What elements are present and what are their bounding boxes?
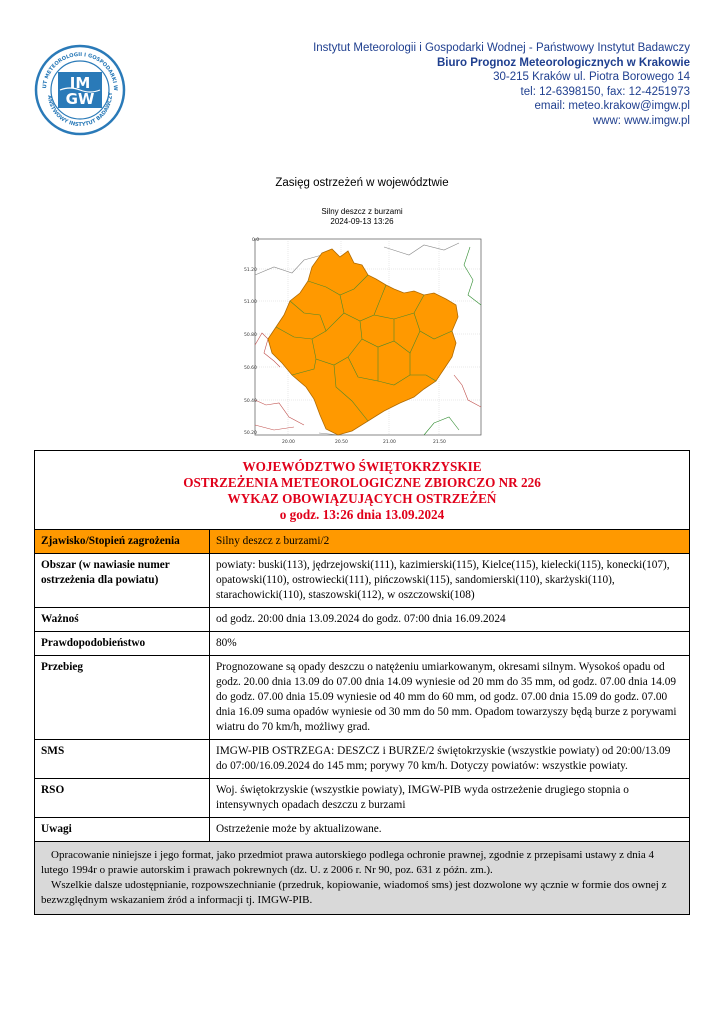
map-y-tick: 50.20: [244, 431, 257, 436]
table-row: [35, 608, 690, 632]
email: email: meteo.krakow@imgw.pl: [534, 100, 690, 113]
svg-text:INSTYTUT METEOROLOGII I GOSPOD: UT METEOROLOGII I GOSPODARKI W: [41, 51, 119, 91]
office-name: Biuro Prognoz Meteorologicznych w Krakowie: [436, 56, 690, 69]
svg-text:IM: IM: [69, 74, 91, 92]
issue-time: o godz. 13:26 dnia 13.09.2024: [279, 507, 445, 522]
map-y-tick: 51.00: [244, 300, 257, 305]
voivodeship-title: WOJEWÓDZTWO ŚWIĘTOKRZYSKIE: [242, 459, 482, 474]
map-x-tick: 21.00: [383, 440, 396, 445]
map-x-tick: 21.50: [433, 440, 446, 445]
table-row: [35, 656, 690, 740]
svg-text:PAŃSTWOWY INSTYTUT BADAWCZY: AŃSTWOWY INSTYTUT BADAWCZY: [45, 92, 115, 129]
document-title: [35, 451, 690, 530]
warnings-number: OSTRZEŻENIA METEOROLOGICZNE ZBIORCZO NR 226: [183, 475, 541, 490]
row-value: IMGW-PIB OSTRZEGA: DESZCZ i BURZE/2 świętokrzyskie (wszystkie powiaty) od 20:00/13.09 do 07:00/16.09.2024 do 145 mm; porywy 70 km/h. Dotyczy powiatów: wszystkie powiaty.: [210, 740, 690, 779]
table-row: [35, 740, 690, 779]
row-value: 80%: [210, 632, 690, 656]
row-label: Obszar (w nawiasie numer ostrzeżenia dla powiatu): [35, 554, 210, 608]
row-value: powiaty: buski(113), jędrzejowski(111), kazimierski(115), Kielce(115), kielecki(115), konecki(107), opatowski(110), ostrowiecki(111), pińczowski(115), sandomierski(110), skarżyski(110), starachowicki(110), staszowski(112), w oszczowski(108): [210, 554, 690, 608]
address: 30-215 Kraków ul. Piotra Borowego 14: [493, 71, 690, 84]
map-phenomenon: Silny deszcz z burzami: [321, 207, 403, 216]
table-row: [35, 554, 690, 608]
map-y-tick: 50.60: [244, 366, 257, 371]
map-y-tick: 51.20: [244, 268, 257, 273]
map-x-tick: 20.00: [282, 440, 295, 445]
table-row: [35, 530, 690, 554]
row-value: Silny deszcz z burzami/2: [210, 530, 690, 554]
map-timestamp: 2024-09-13 13:26: [330, 217, 394, 226]
copyright-text: Opracowanie niniejsze i jego format, jako przedmiot prawa autorskiego podlega ochronie prawnej, zgodnie z przepisami ustawy z dnia 4 lutego 1994r o prawie autorskim i prawach pokrewnych (dz. U. z 2006 r. Nr 90, poz. 631 z późn. zm.).: [41, 849, 654, 876]
distribution-text: Wszelkie dalsze udostępnianie, rozpowszechnianie (przedruk, kopiowanie, wiadomoś sms) jest dozwolone wy ącznie w formie dos ownej z bezwzględnym wskazaniem źród a informacji tj. IMGW-PIB.: [41, 879, 667, 906]
website: www: www.imgw.pl: [592, 114, 690, 127]
map-title: Zasięg ostrzeżeń w województwie: [275, 177, 449, 189]
map-y-tick: 50.40: [244, 399, 257, 404]
table-row: [35, 632, 690, 656]
row-label: Zjawisko/Stopień zagrożenia: [35, 530, 210, 554]
institute-header: [313, 41, 690, 129]
copyright-notice: [35, 842, 690, 915]
row-label: Prawdopodobieństwo: [35, 632, 210, 656]
list-title: WYKAZ OBOWIĄZUJĄCYCH OSTRZEŻEŃ: [227, 491, 497, 506]
phone-fax: tel: 12-6398150, fax: 12-4251973: [520, 85, 690, 98]
row-label: RSO: [35, 779, 210, 818]
row-label: Uwagi: [35, 818, 210, 842]
row-value: Woj. świętokrzyskie (wszystkie powiaty), IMGW-PIB wyda ostrzeżenie drugiego stopnia o intensywnych opadach deszczu z burzami: [210, 779, 690, 818]
row-label: SMS: [35, 740, 210, 779]
map-y-tick: 50.80: [244, 333, 257, 338]
row-value: Ostrzeżenie może by aktualizowane.: [210, 818, 690, 842]
map-subtitle: [0, 207, 724, 227]
row-label: Ważnoś: [35, 608, 210, 632]
svg-text:GW: GW: [65, 90, 95, 108]
imgw-logo: [34, 44, 126, 136]
map-top-tick: 0.0: [252, 238, 260, 243]
row-label: Przebieg: [35, 656, 210, 740]
institute-name: Instytut Meteorologii i Gospodarki Wodnej - Państwowy Instytut Badawczy: [313, 42, 690, 54]
row-value: od godz. 20:00 dnia 13.09.2024 do godz. 07:00 dnia 16.09.2024: [210, 608, 690, 632]
table-row: [35, 818, 690, 842]
table-row: [35, 779, 690, 818]
warnings-table: [34, 450, 690, 915]
map-x-tick: 20.50: [335, 440, 348, 445]
warning-map: [244, 235, 484, 445]
row-value: Prognozowane są opady deszczu o natężeniu umiarkowanym, okresami silnym. Wysokoś opadu od godz. 20.00 dnia 13.09 do 07.00 dnia 14.09 wyniesie od 20 mm do 35 mm, od godz. 07.00 dnia 14.09 do godz. 07.00 dnia 15.09 wyniesie od 40 mm do 60 mm, od godz. 07.00 dnia 15.09 do godz. 07.00 dnia 16.09 suma opadów wyniesie od 30 mm do 50 mm. Opadom towarzyszy będą burze z porywami wiatru do 70 km/h, możliwy grad.: [210, 656, 690, 740]
